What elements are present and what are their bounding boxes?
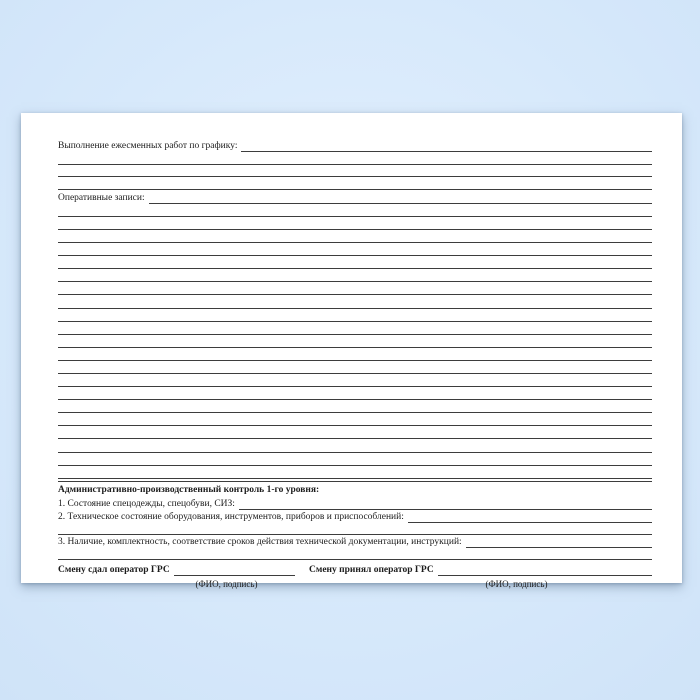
ruled-line bbox=[58, 204, 652, 217]
ruled-line bbox=[58, 243, 652, 256]
ruled-line bbox=[58, 230, 652, 243]
ruled-line bbox=[58, 152, 652, 165]
ruled-line bbox=[58, 453, 652, 466]
ruled-line bbox=[58, 217, 652, 230]
control-item-1-blank bbox=[239, 496, 652, 510]
scheduled-works-label: Выполнение ежесменных работ по графику: bbox=[58, 141, 238, 151]
ruled-line bbox=[58, 348, 652, 361]
control-item-3-blank bbox=[466, 534, 652, 548]
shift-accepted-column bbox=[309, 564, 652, 589]
operational-records-lines bbox=[58, 204, 652, 479]
control-item-1-label: 1. Состояние спецодежды, спецобуви, СИЗ: bbox=[58, 498, 235, 509]
ruled-line bbox=[58, 309, 652, 322]
control-item-2-label: 2. Техническое состояние оборудования, инструментов, приборов и приспособлений: bbox=[58, 511, 404, 522]
control-item-2 bbox=[58, 510, 652, 523]
shift-handed-over-column bbox=[58, 564, 295, 589]
shift-handed-over-blank bbox=[174, 563, 295, 576]
shift-handed-over-row bbox=[58, 564, 295, 576]
ruled-line bbox=[58, 322, 652, 335]
operational-records-blank bbox=[149, 191, 652, 204]
ruled-line bbox=[58, 295, 652, 308]
ruled-line bbox=[58, 400, 652, 413]
ruled-line bbox=[58, 439, 652, 452]
operational-records-row bbox=[58, 192, 652, 204]
ruled-line bbox=[58, 548, 652, 560]
control-item-2-blank bbox=[408, 509, 652, 523]
ruled-line bbox=[58, 177, 652, 190]
scheduled-works-row bbox=[58, 140, 652, 152]
signatures-section bbox=[58, 564, 652, 589]
ruled-line bbox=[58, 413, 652, 426]
shift-accepted-row bbox=[309, 564, 652, 576]
ruled-line bbox=[58, 387, 652, 400]
ruled-line bbox=[58, 335, 652, 348]
ruled-line bbox=[58, 256, 652, 269]
ruled-line bbox=[58, 165, 652, 178]
ruled-line bbox=[58, 269, 652, 282]
control-item-3-lines bbox=[58, 548, 652, 560]
shift-accepted-hint: (ФИО, подпись) bbox=[485, 578, 548, 589]
control-item-3-label: 3. Наличие, комплектность, соответствие сроков действия технической документации, инструкций: bbox=[58, 536, 462, 547]
operational-records-label: Оперативные записи: bbox=[58, 192, 145, 203]
admin-control-heading: Административно-производственный контроль 1-го уровня: bbox=[58, 484, 320, 495]
shift-accepted-label: Смену принял оператор ГРС bbox=[309, 564, 434, 575]
scheduled-works-blank bbox=[241, 139, 652, 152]
ruled-line bbox=[58, 361, 652, 374]
shift-handed-over-label: Смену сдал оператор ГРС bbox=[58, 564, 170, 575]
shift-log-form-page bbox=[21, 113, 682, 589]
control-item-3 bbox=[58, 535, 652, 548]
ruled-line bbox=[58, 426, 652, 439]
shift-accepted-blank bbox=[438, 563, 652, 576]
ruled-line bbox=[58, 282, 652, 295]
ruled-line bbox=[58, 466, 652, 479]
shift-handed-over-hint: (ФИО, подпись) bbox=[195, 578, 258, 589]
ruled-line bbox=[58, 374, 652, 387]
admin-control-section bbox=[58, 481, 652, 560]
scheduled-works-lines bbox=[58, 152, 652, 190]
